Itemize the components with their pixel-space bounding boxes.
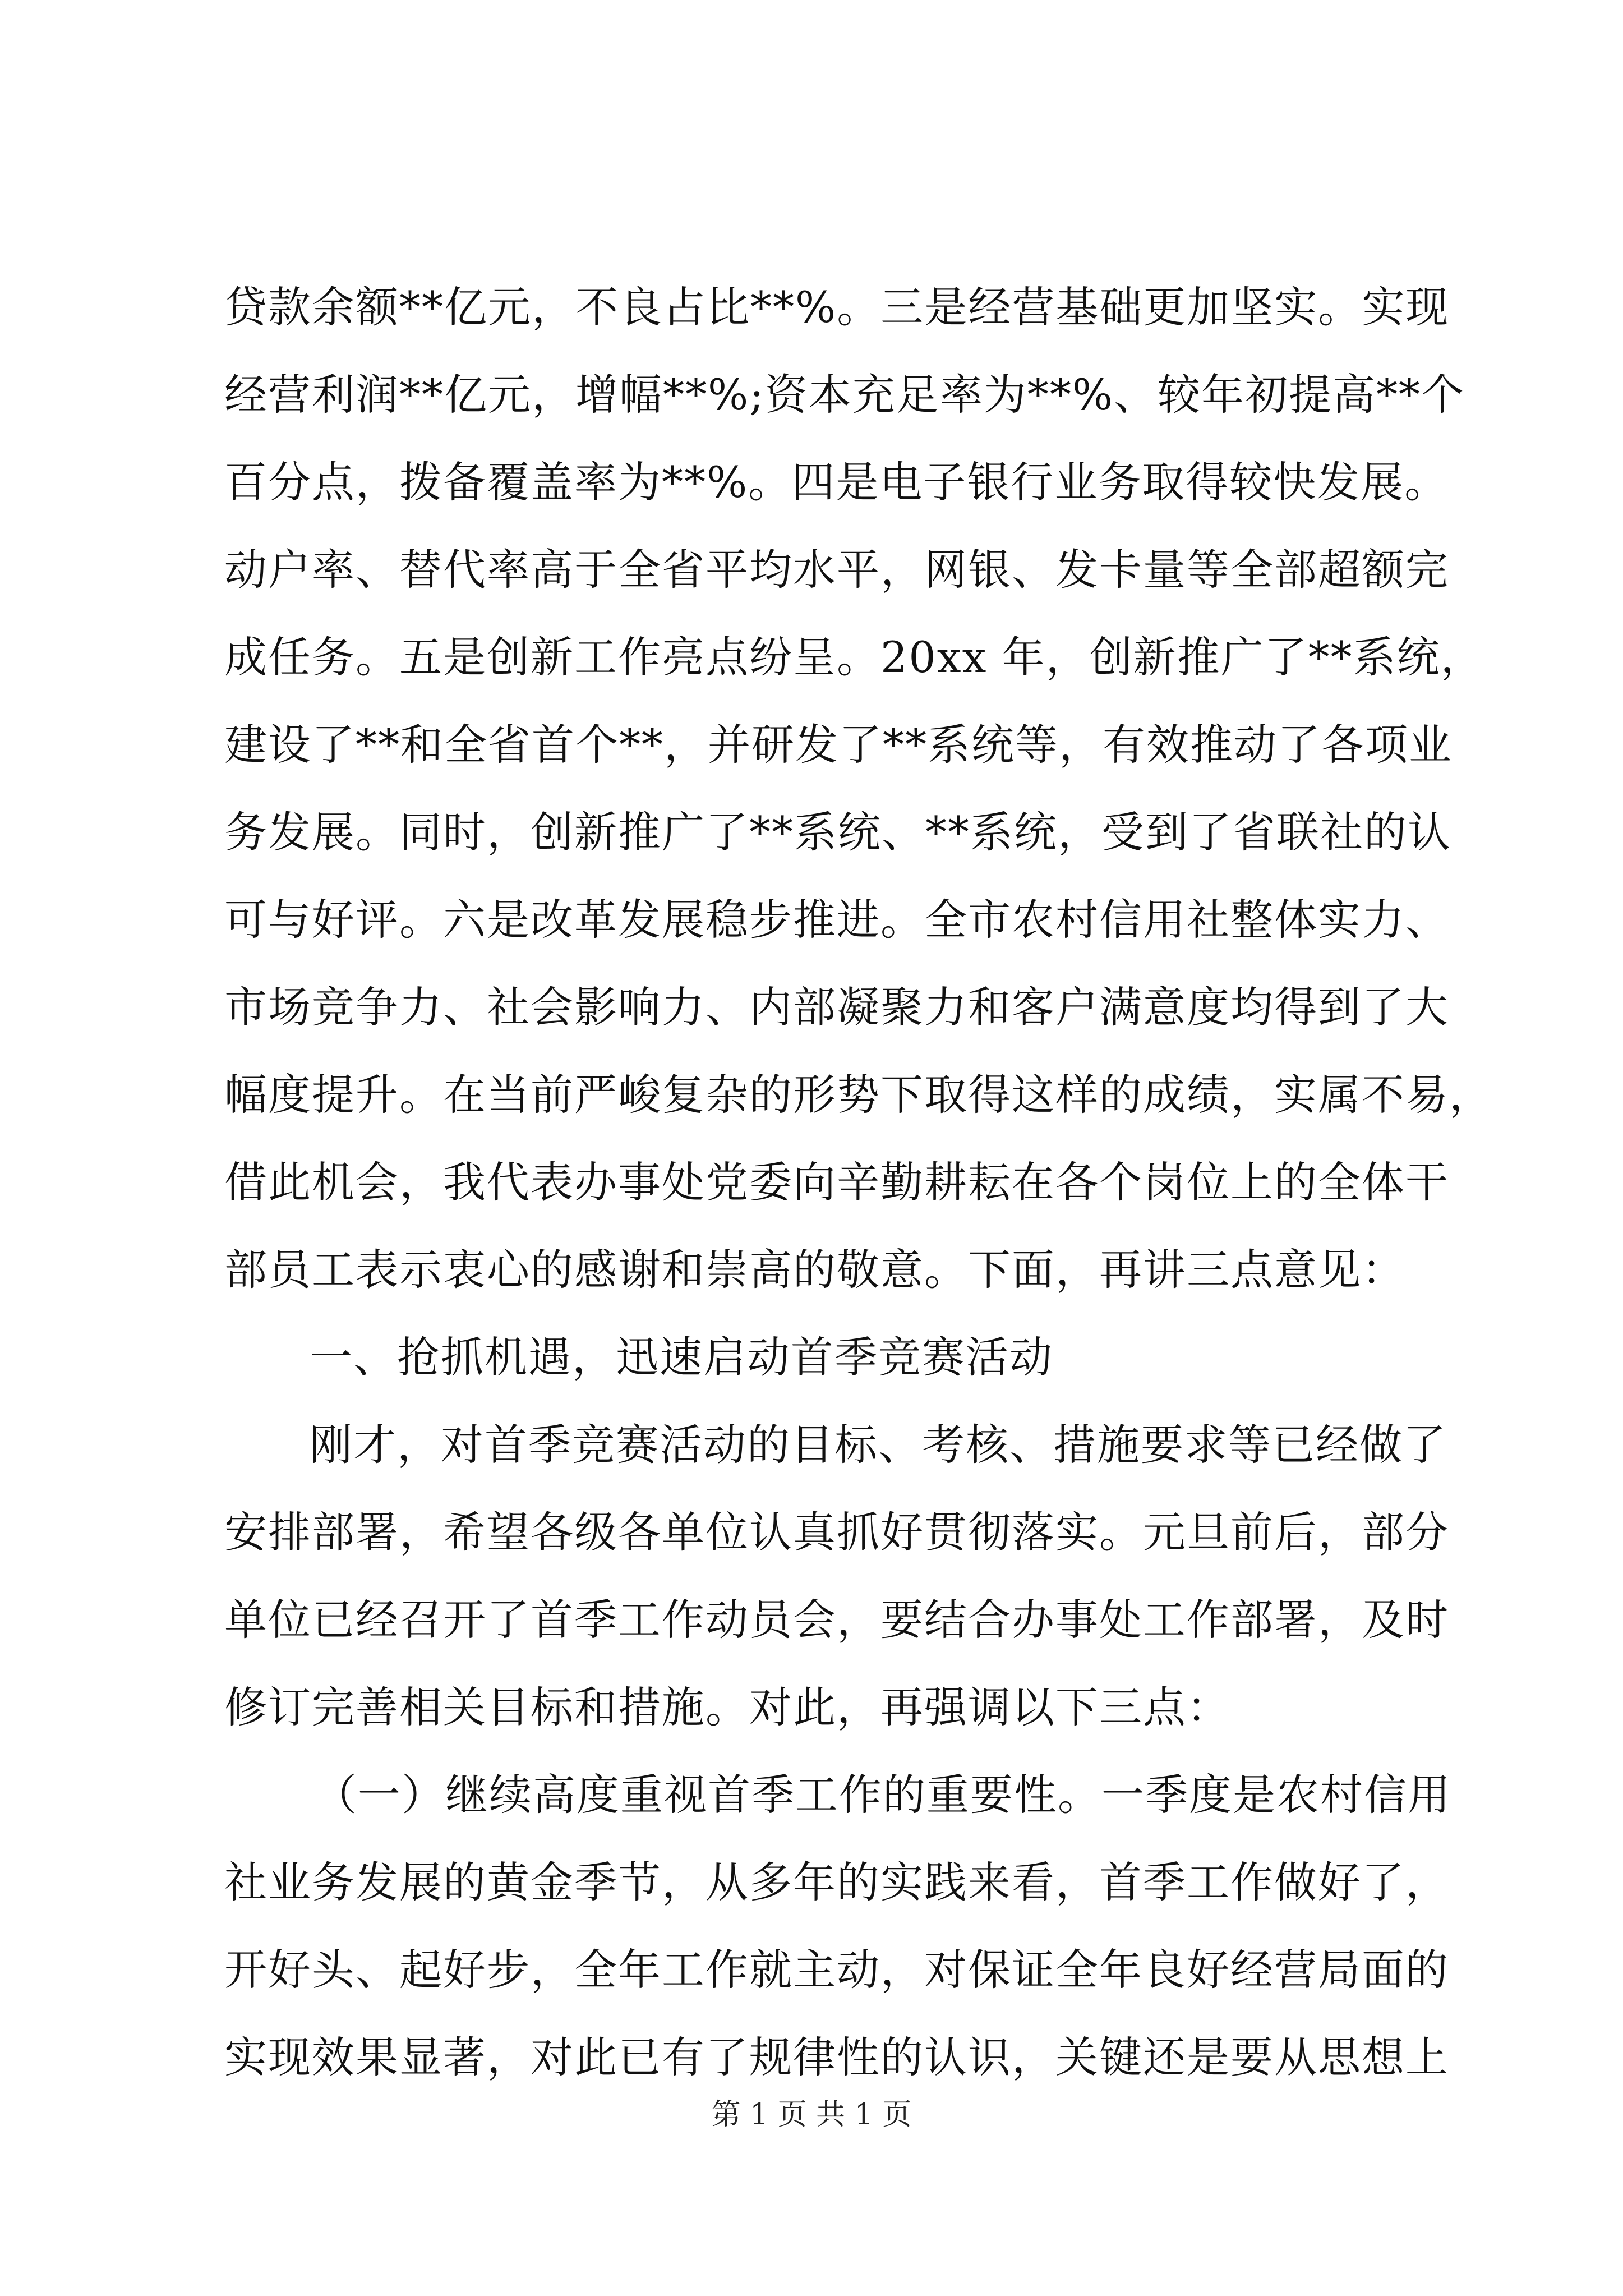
document-body bbox=[224, 264, 1493, 2101]
text-line: 部员工表示衷心的感谢和崇高的敬意。下面，再讲三点意见： bbox=[224, 1245, 1405, 1295]
text-line: 可与好评。六是改革发展稳步推进。全市农村信用社整体实力、 bbox=[224, 895, 1449, 945]
text-line: 社业务发展的黄金季节，从多年的实践来看，首季工作做好了， bbox=[224, 1857, 1449, 1907]
text-line: 百分点，拨备覆盖率为**%。四是电子银行业务取得较快发展。 bbox=[224, 457, 1449, 507]
page-number-footer: 第 1 页 共 1 页 bbox=[711, 2098, 912, 2132]
paragraph-first-line: 刚才，对首季竞赛活动的目标、考核、措施要求等已经做了 bbox=[310, 1420, 1447, 1470]
text-line: 修订完善相关目标和措施。对此，再强调以下三点： bbox=[224, 1682, 1230, 1732]
text-line: 实现效果显著，对此已有了规律性的认识，关键还是要从思想上 bbox=[224, 2032, 1449, 2082]
text-line: 建设了**和全省首个**，并研发了**系统等，有效推动了各项业 bbox=[224, 720, 1453, 770]
subsection-first-line: （一）继续高度重视首季工作的重要性。一季度是农村信用 bbox=[314, 1770, 1451, 1820]
section-heading: 一、抢抓机遇，迅速启动首季竞赛活动 bbox=[310, 1332, 1053, 1382]
text-line: 幅度提升。在当前严峻复杂的形势下取得这样的成绩，实属不易， bbox=[224, 1070, 1493, 1120]
text-line: 务发展。同时，创新推广了**系统、**系统，受到了省联社的认 bbox=[224, 807, 1451, 857]
text-line: 经营利润**亿元，增幅**%;资本充足率为**%、较年初提高**个 bbox=[224, 370, 1465, 420]
text-line: 市场竞争力、社会影响力、内部凝聚力和客户满意度均得到了大 bbox=[224, 982, 1449, 1032]
text-line: 开好头、起好步，全年工作就主动，对保证全年良好经营局面的 bbox=[224, 1945, 1449, 1995]
text-line: 动户率、替代率高于全省平均水平，网银、发卡量等全部超额完 bbox=[224, 545, 1449, 595]
text-line: 成任务。五是创新工作亮点纷呈。20xx 年，创新推广了**系统， bbox=[224, 632, 1484, 682]
text-line: 安排部署，希望各级各单位认真抓好贯彻落实。元旦前后，部分 bbox=[224, 1507, 1449, 1557]
text-line: 单位已经召开了首季工作动员会，要结合办事处工作部署，及时 bbox=[224, 1595, 1449, 1645]
text-line: 贷款余额**亿元，不良占比**%。三是经营基础更加坚实。实现 bbox=[224, 282, 1450, 332]
text-line: 借此机会，我代表办事处党委向辛勤耕耘在各个岗位上的全体干 bbox=[224, 1157, 1449, 1207]
